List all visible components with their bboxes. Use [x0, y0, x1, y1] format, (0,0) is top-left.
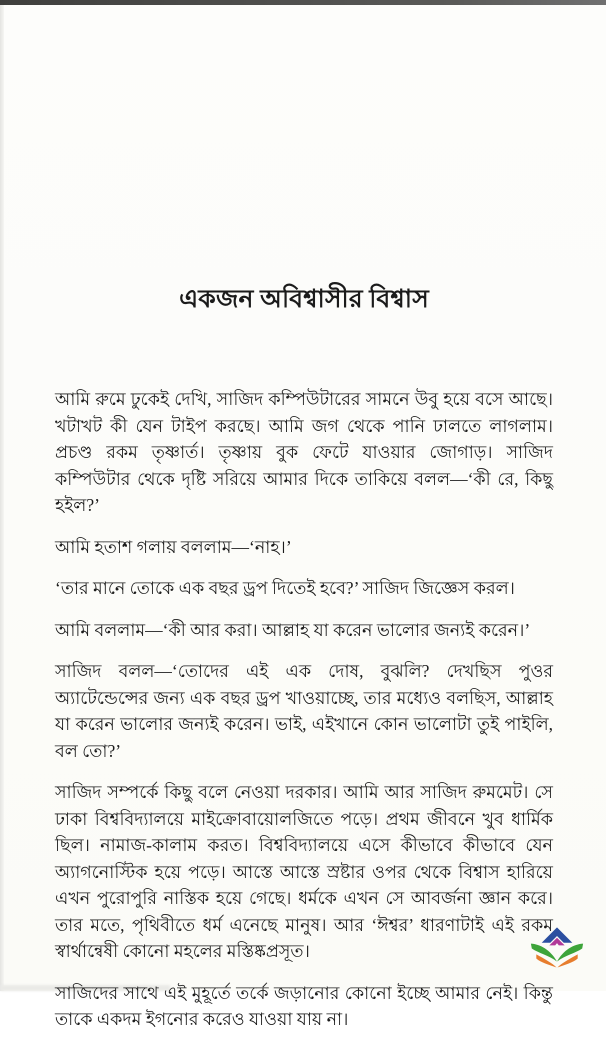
body-paragraph-4: আমি বললাম—‘কী আর করা। আল্লাহ যা করেন ভালোর জন্যই করেন।’: [55, 619, 531, 640]
chapter-title: একজন অবিশ্বাসীর বিশ্বাস: [179, 285, 429, 313]
publisher-book-logo-icon: [530, 925, 584, 973]
body-paragraph-2: আমি হতাশ গলায় বললাম—‘নাহ।’: [55, 536, 292, 557]
scan-edge-left: [0, 5, 4, 991]
body-paragraph-3: ‘তার মানে তোকে এক বছর ড্রপ দিতেই হবে?’ সাজিদ জিজ্ঞেস করল।: [55, 578, 515, 598]
body-paragraph-6: সাজিদ সম্পর্কে কিছু বলে নেওয়া দরকার। আমি আর সাজিদ রুমমেট। সে ঢাকা বিশ্ববিদ্যালয়ে মাইক্রোবায়োলজিতে পড়ে। প্রথম জীবনে খুব ধার্মিক ছিল। নামাজ-কালাম করত। বিশ্ববিদ্যালয়ে এসে কীভাবে কীভাবে যেন অ্যাগনোস্টিক হয়ে পড়ে। আস্তে আস্তে স্রষ্টার ওপর থেকে বিশ্বাস হারিয়ে এখন পুরোপুরি নাস্তিক হয়ে গেছে। ধর্মকে এখন সে আবর্জনা জ্ঞান করে। তার মতে, পৃথিবীতে ধর্ম এনেছে মানুষ। আর ‘ঈশ্বর’ ধারণাটাই এই রকম স্বার্থান্বেষী কোনো মহলের মস্তিষ্কপ্রসূত।: [55, 782, 553, 961]
body-paragraph-5: সাজিদ বলল—‘তোদের এই এক দোষ, বুঝলি? দেখছিস পুওর অ্যাটেন্ডেন্সের জন্য এক বছর ড্রপ খাওয়াচ্ছে, তার মধ্যেও বলছিস, আল্লাহ যা করেন ভালোর জন্যই করেন। ভাই, এইখানে কোন ভালোটা তুই পাইলি, বল তো?’: [55, 661, 553, 761]
scan-edge-top: [0, 0, 606, 5]
body-paragraph-7: সাজিদের সাথে এই মুহূর্তে তর্কে জড়ানোর কোনো ইচ্ছে আমার নেই। কিন্তু তাকে একদম ইগনোর করেও যাওয়া যায় না।: [55, 982, 553, 1029]
body-text: [55, 386, 553, 1048]
body-paragraph-1: আমি রুমে ঢুকেই দেখি, সাজিদ কম্পিউটারের সামনে উবু হয়ে বসে আছে। খটাখট কী যেন টাইপ করছে। আমি জগ থেকে পানি ঢালতে লাগলাম। প্রচণ্ড রকম তৃষ্ণার্ত। তৃষ্ণায় বুক ফেটে যাওয়ার জোগাড়। সাজিদ কম্পিউটার থেকে দৃষ্টি সরিয়ে আমার দিকে তাকিয়ে বলল—‘কী রে, কিছু হইল?’: [55, 389, 553, 515]
